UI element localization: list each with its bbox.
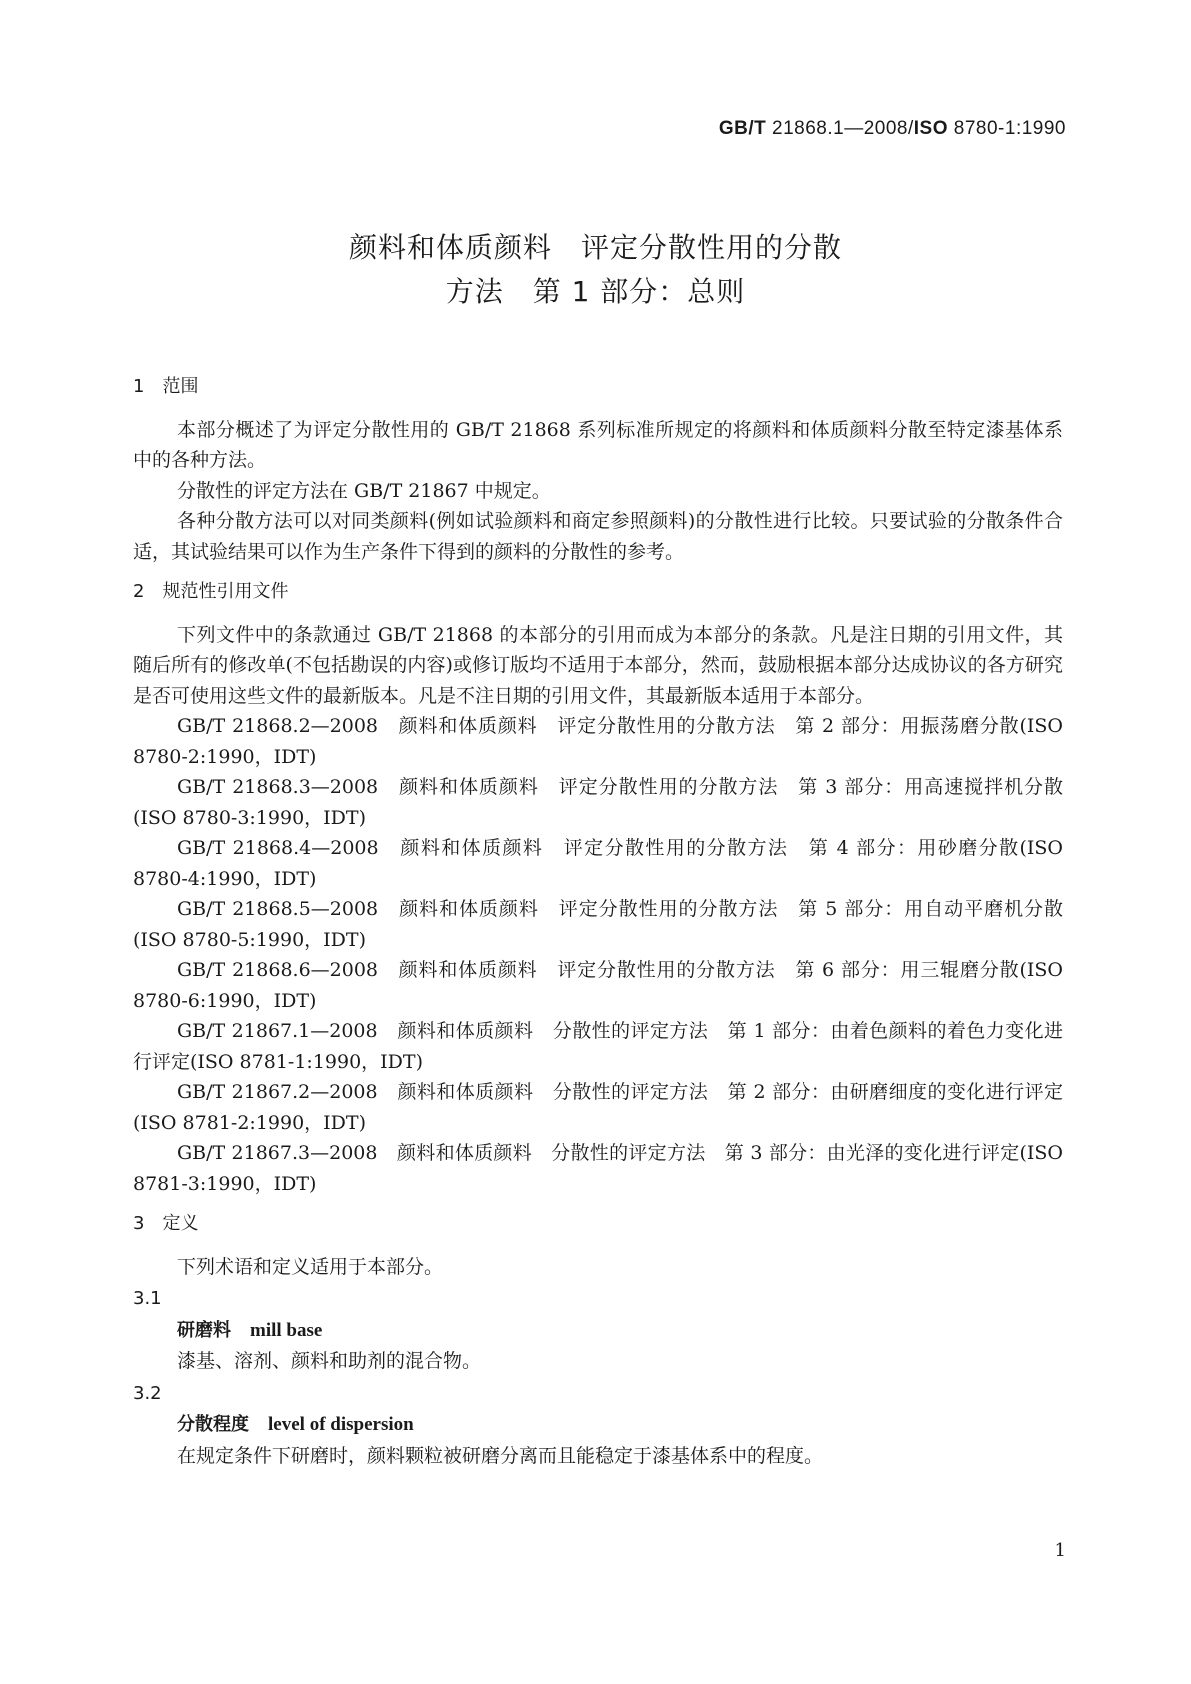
term-name-en: level of dispersion xyxy=(268,1414,414,1435)
normative-reference: GB/T 21867.3—2008 颜料和体质颜料 分散性的评定方法 第 3 部分：由光泽的变化进行评定(ISO 8781-3:1990，IDT) xyxy=(133,1142,1070,1195)
normative-reference: GB/T 21868.6—2008 颜料和体质颜料 评定分散性用的分散方法 第 6 部分：用三辊磨分散(ISO 8780-6:1990，IDT) xyxy=(133,959,1070,1012)
section-1-heading: 1 范围 xyxy=(133,376,199,397)
term-number: 3.2 xyxy=(133,1382,162,1404)
standard-code-number: 21868.1—2008/ xyxy=(766,118,914,139)
term-definition: 在规定条件下研磨时，颜料颗粒被研磨分离而且能稳定于漆基体系中的程度。 xyxy=(177,1444,824,1467)
section-1-paragraph: 各种分散方法可以对同类颜料(例如试验颜料和商定参照颜料)的分散性进行比较。只要试验的分散条件合适，其试验结果可以作为生产条件下得到的颜料的分散性的参考。 xyxy=(133,510,1063,563)
normative-reference: GB/T 21868.5—2008 颜料和体质颜料 评定分散性用的分散方法 第 5 部分：用自动平磨机分散(ISO 8780-5:1990，IDT) xyxy=(133,898,1063,951)
title-line-2: 方法 第 1 部分：总则 xyxy=(445,275,746,308)
standard-code-iso: ISO xyxy=(913,118,948,139)
term-number: 3.1 xyxy=(133,1288,162,1309)
section-3-heading: 3 定义 xyxy=(133,1213,199,1234)
document-title xyxy=(0,226,1191,314)
page-number: 1 xyxy=(1054,1540,1066,1561)
term-name-zh: 分散程度 xyxy=(177,1414,249,1435)
title-line-1: 颜料和体质颜料 评定分散性用的分散 xyxy=(348,231,842,264)
standard-code-iso-number: 8780-1:1990 xyxy=(948,118,1066,139)
section-1-paragraph: 本部分概述了为评定分散性用的 GB/T 21868 系列标准所规定的将颜料和体质颜料分散至特定漆基体系中的各种方法。 xyxy=(133,418,1063,471)
normative-reference: GB/T 21867.1—2008 颜料和体质颜料 分散性的评定方法 第 1 部分：由着色颜料的着色力变化进行评定(ISO 8781-1:1990，IDT) xyxy=(133,1020,1063,1073)
term-entry xyxy=(133,1315,1063,1347)
term-name-en: mill base xyxy=(250,1319,323,1341)
normative-reference: GB/T 21868.3—2008 颜料和体质颜料 评定分散性用的分散方法 第 3 部分：用高速搅拌机分散(ISO 8780-3:1990，IDT) xyxy=(133,776,1063,829)
section-2-heading: 2 规范性引用文件 xyxy=(133,581,289,602)
normative-reference: GB/T 21868.2—2008 颜料和体质颜料 评定分散性用的分散方法 第 2 部分：用振荡磨分散(ISO 8780-2:1990，IDT) xyxy=(133,715,1070,768)
section-1-paragraph: 分散性的评定方法在 GB/T 21867 中规定。 xyxy=(177,479,551,502)
normative-reference: GB/T 21868.4—2008 颜料和体质颜料 评定分散性用的分散方法 第 4 部分：用砂磨分散(ISO 8780-4:1990，IDT) xyxy=(133,837,1070,890)
document-body xyxy=(133,372,1070,1471)
standard-code-header xyxy=(719,118,1066,140)
term-name-zh: 研磨料 xyxy=(177,1319,231,1341)
term-entry xyxy=(133,1409,1063,1441)
normative-reference: GB/T 21867.2—2008 颜料和体质颜料 分散性的评定方法 第 2 部分：由研磨细度的变化进行评定(ISO 8781-2:1990，IDT) xyxy=(133,1081,1063,1134)
standard-code-gbt: GB/T xyxy=(718,118,767,139)
term-definition: 漆基、溶剂、颜料和助剂的混合物。 xyxy=(177,1350,482,1372)
section-2-intro: 下列文件中的条款通过 GB/T 21868 的本部分的引用而成为本部分的条款。凡是注日期的引用文件，其随后所有的修改单(不包括勘误的内容)或修订版均不适用于本部分，然而，鼓励根据本部分达成协议的各方研究是否可使用这些文件的最新版本。凡是不注日期的引用文件，其最新版本适用于本部分。 xyxy=(133,623,1063,707)
section-3-intro: 下列术语和定义适用于本部分。 xyxy=(177,1255,444,1278)
